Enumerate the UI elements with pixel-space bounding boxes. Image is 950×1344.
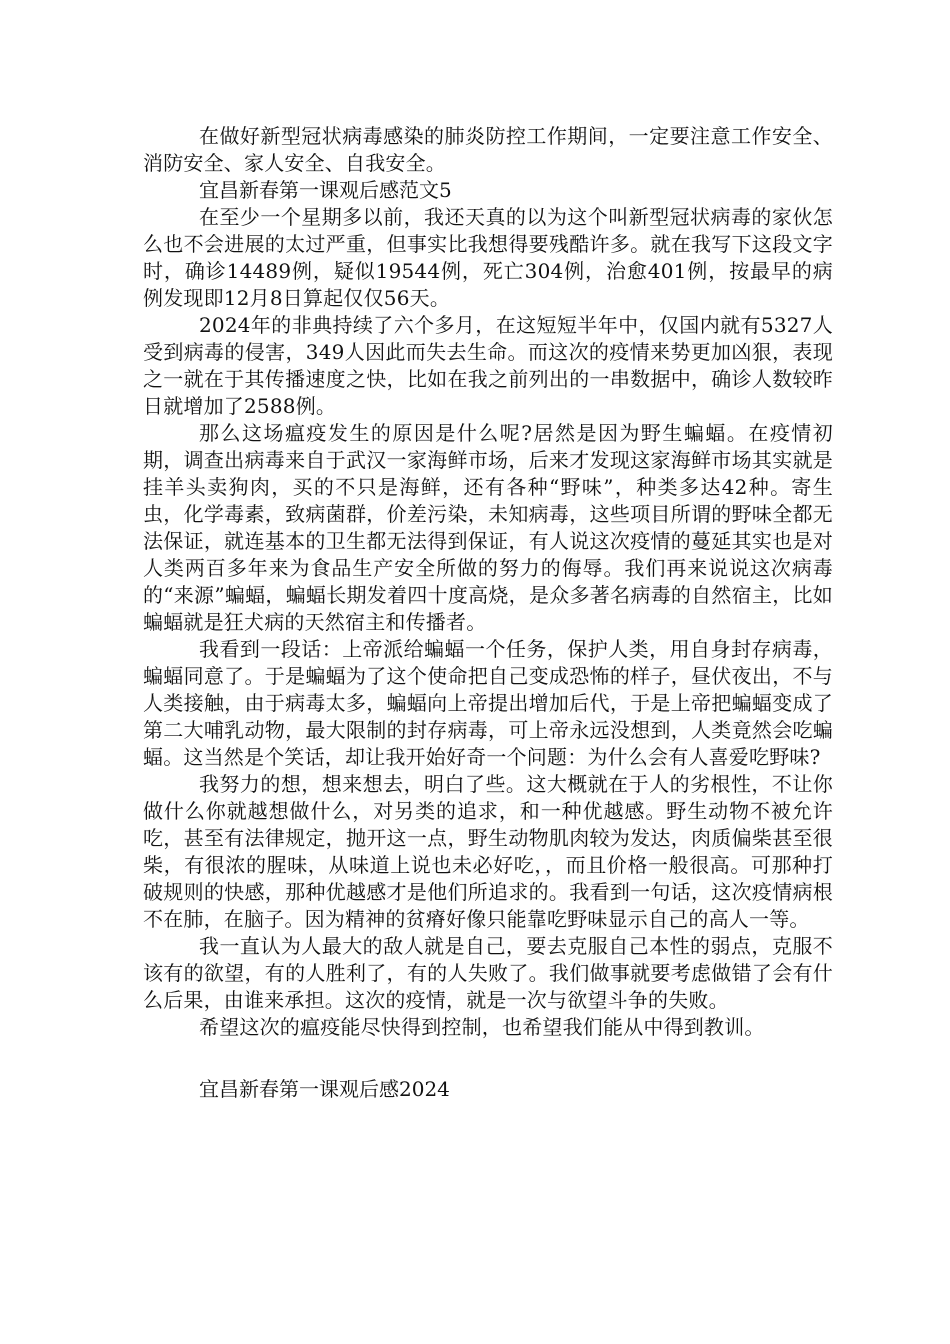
paragraph-reflection: 我努力的想，想来想去，明白了些。这大概就在于人的劣根性，不让你做什么你就越想做什么，对另类的追求，和一种优越感。野生动物不被允许吃，甚至有法律规定，抛开这一点，野生动物肌肉较为发达，肉质偏柴甚至很柴，有很浓的腥味，从味道上说也未必好吃，，而且价格一般很高。可那种打破规则的快感，那种优越感才是他们所追求的。我看到一句话，这次疫情病根不在肺，在脑子。因为精神的贫瘠好像只能靠吃野味显示自己的高人一等。 (143, 772, 833, 931)
section-heading-2024: 宜昌新春第一课观后感2024 (199, 1077, 450, 1101)
paragraph-statistics: 在至少一个星期多以前，我还天真的以为这个叫新型冠状病毒的家伙怎么也不会进展的太过严重，但事实比我想得要残酷许多。就在我写下这段文字时，确诊14489例，疑似19544例，死亡304例，治愈401例，按最早的病例发现即12月8日算起仅仅56天。 (143, 205, 833, 310)
section-heading-5: 宜昌新春第一课观后感范文5 (199, 178, 452, 202)
paragraph-sars-comparison: 2024年的非典持续了六个多月，在这短短半年中，仅国内就有5327人受到病毒的侵害，349人因此而失去生命。而这次的疫情来势更加凶狠，表现之一就在于其传播速度之快，比如在我之前列出的一串数据中，确诊人数较昨日就增加了2588例。 (143, 313, 833, 418)
paragraph-gap (143, 1041, 833, 1076)
paragraph-self-enemy: 我一直认为人最大的敌人就是自己，要去克服自己本性的弱点，克服不该有的欲望，有的人胜利了，有的人失败了。我们做事就要考虑做错了会有什么后果，由谁来承担。这次的疫情，就是一次与欲望斗争的失败。 (143, 934, 833, 1012)
paragraph-origin-bats: 那么这场瘟疫发生的原因是什么呢?居然是因为野生蝙蝠。在疫情初期，调查出病毒来自于武汉一家海鲜市场，后来才发现这家海鲜市场其实就是挂羊头卖狗肉，买的不只是海鲜，还有各种“野味”，种类多达42种。寄生虫，化学毒素，致病菌群，价差污染，未知病毒，这些项目所谓的野味全都无法保证，就连基本的卫生都无法得到保证，有人说这次疫情的蔓延其实也是对人类两百多年来为食品生产安全所做的努力的侮辱。我们再来说说这次病毒的“来源”蝙蝠，蝙蝠长期发着四十度高烧，是众多著名病毒的自然宿主，比如蝙蝠就是狂犬病的天然宿主和传播者。 (143, 421, 833, 634)
document-page (143, 123, 833, 1103)
paragraph-bat-story: 我看到一段话：上帝派给蝙蝠一个任务，保护人类，用自身封存病毒，蝙蝠同意了。于是蝙蝠为了这个使命把自己变成恐怖的样子，昼伏夜出，不与人类接触，由于病毒太多，蝙蝠向上帝提出增加后代，于是上帝把蝙蝠变成了第二大哺乳动物，最大限制的封存病毒，可上帝永远没想到，人类竟然会吃蝙蝠。这当然是个笑话，却让我开始好奇一个问题：为什么会有人喜爱吃野味? (143, 637, 833, 769)
paragraph-intro: 在做好新型冠状病毒感染的肺炎防控工作期间，一定要注意工作安全、消防安全、家人安全、自我安全。 (143, 124, 833, 175)
paragraph-hope: 希望这次的瘟疫能尽快得到控制，也希望我们能从中得到教训。 (199, 1015, 765, 1039)
